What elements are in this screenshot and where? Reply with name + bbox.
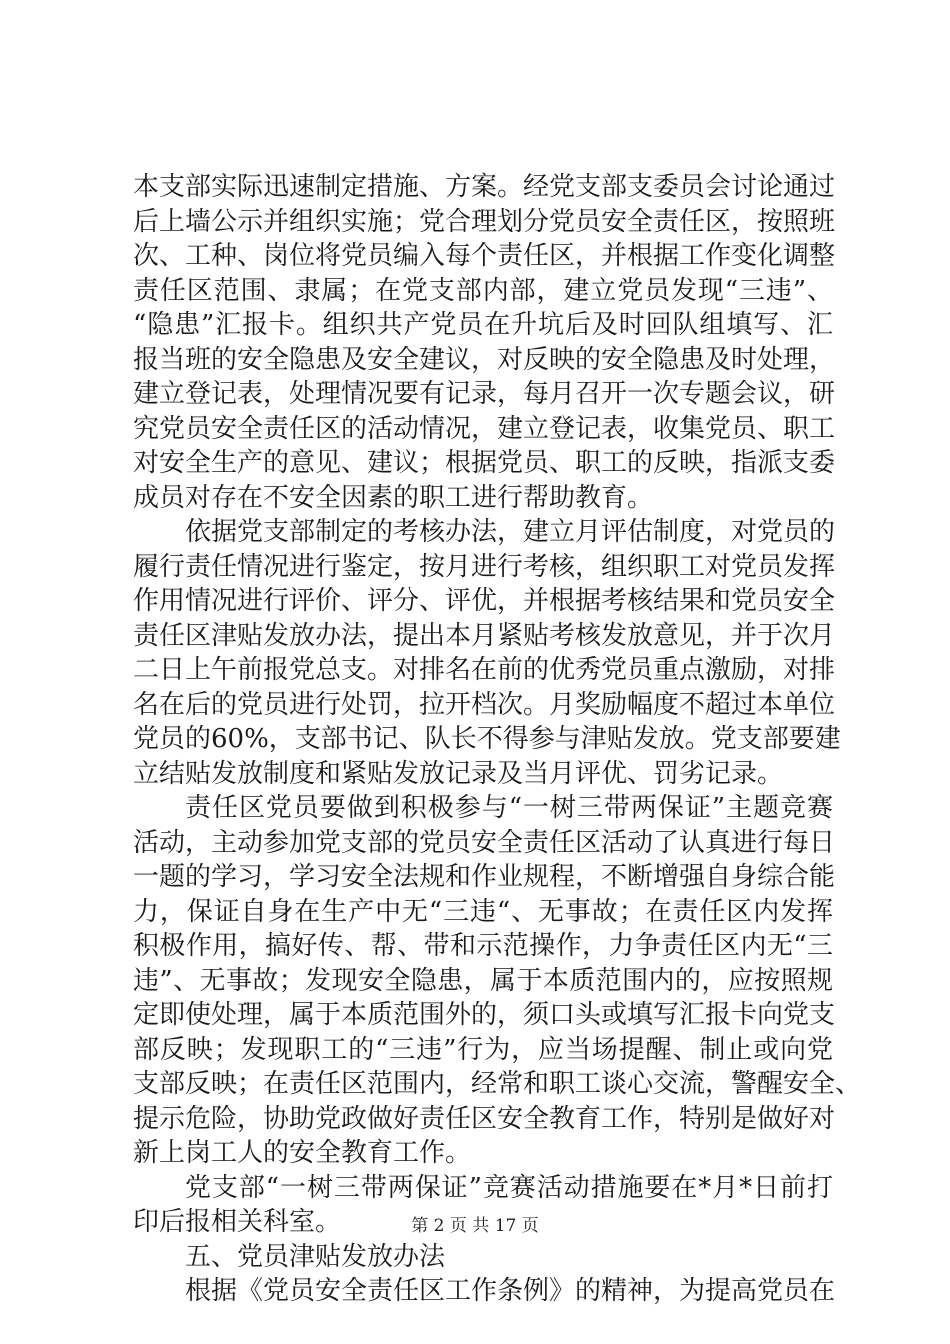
text-line: 积极作用，搞好传、帮、带和示范操作，力争责任区内无“三 <box>133 931 833 961</box>
text-line: 成员对存在不安全因素的职工进行帮助教育。 <box>133 482 654 513</box>
text-line: 活动，主动参加党支部的党员安全责任区活动了认真进行每日 <box>133 827 836 858</box>
page-footer: 第 2 页 共 17 页 <box>411 1216 539 1236</box>
text-line: 党员的60%，支部书记、队长不得参与津贴发放。党支部要建 <box>133 724 841 754</box>
text-line: 印后报相关科室。 <box>133 1207 342 1237</box>
text-line: 建立登记表，处理情况要有记录，每月召开一次专题会议，研 <box>133 379 836 409</box>
text-line: 责任区党员要做到积极参与“一树三带两保证”主题竞赛 <box>185 793 833 823</box>
text-line: 后上墙公示并组织实施；党合理划分党员安全责任区，按照班 <box>133 206 836 237</box>
text-line: 违”、无事故；发现安全隐患，属于本质范围内的，应按照规 <box>133 965 833 996</box>
text-line: 责任区范围、隶属；在党支部内部，建立党员发现“三违”、 <box>133 275 833 306</box>
text-line: 履行责任情况进行鉴定，按月进行考核，组织职工对党员发挥 <box>133 551 836 582</box>
text-line: 部反映；发现职工的“三违”行为，应当场提醒、制止或向党 <box>133 1034 833 1065</box>
text-line: 根据《党员安全责任区工作条例》的精神，为提高党员在 <box>185 1276 836 1306</box>
text-line: 本支部实际迅速制定措施、方案。经党支部支委员会讨论通过 <box>133 172 836 202</box>
text-line: 次、工种、岗位将党员编入每个责任区，并根据工作变化调整 <box>133 241 836 271</box>
text-line: 力，保证自身在生产中无“三违“、无事故；在责任区内发挥 <box>133 896 833 927</box>
text-line: 新上岗工人的安全教育工作。 <box>133 1138 472 1168</box>
text-line: 依据党支部制定的考核办法，建立月评估制度，对党员的 <box>185 517 836 547</box>
document-body <box>133 170 862 1309</box>
text-line: 对安全生产的意见、建议；根据党员、职工的反映，指派支委 <box>133 448 836 478</box>
text-line: 作用情况进行评价、评分、评优，并根据考核结果和党员安全 <box>133 586 836 616</box>
text-line: 定即使处理，属于本质范围外的，须口头或填写汇报卡向党支 <box>133 1000 836 1030</box>
text-line: 报当班的安全隐患及安全建议，对反映的安全隐患及时处理， <box>133 344 836 375</box>
text-line: 一题的学习，学习安全法规和作业规程，不断增强自身综合能 <box>133 862 836 892</box>
text-line: 责任区津贴发放办法，提出本月紧贴考核发放意见，并于次月 <box>133 620 836 651</box>
text-line: 究党员安全责任区的活动情况，建立登记表，收集党员、职工 <box>133 413 836 444</box>
text-line: 二日上午前报党总支。对排名在前的优秀党员重点激励，对排 <box>133 655 836 685</box>
text-line: 党支部“一树三带两保证”竞赛活动措施要在*月*日前打 <box>185 1172 833 1203</box>
text-line: 立结贴发放制度和紧贴发放记录及当月评优、罚劣记录。 <box>133 758 784 789</box>
text-line: 名在后的党员进行处罚，拉开档次。月奖励幅度不超过本单位 <box>133 689 836 720</box>
text-line: 五、党员津贴发放办法 <box>185 1241 446 1272</box>
text-line: 提示危险，协助党政做好责任区安全教育工作，特别是做好对 <box>133 1103 836 1134</box>
text-line: “隐患”汇报卡。组织共产党员在升坑后及时回队组填写、汇 <box>133 310 833 340</box>
text-line: 支部反映；在责任区范围内，经常和职工谈心交流，警醒安全、 <box>133 1069 862 1099</box>
